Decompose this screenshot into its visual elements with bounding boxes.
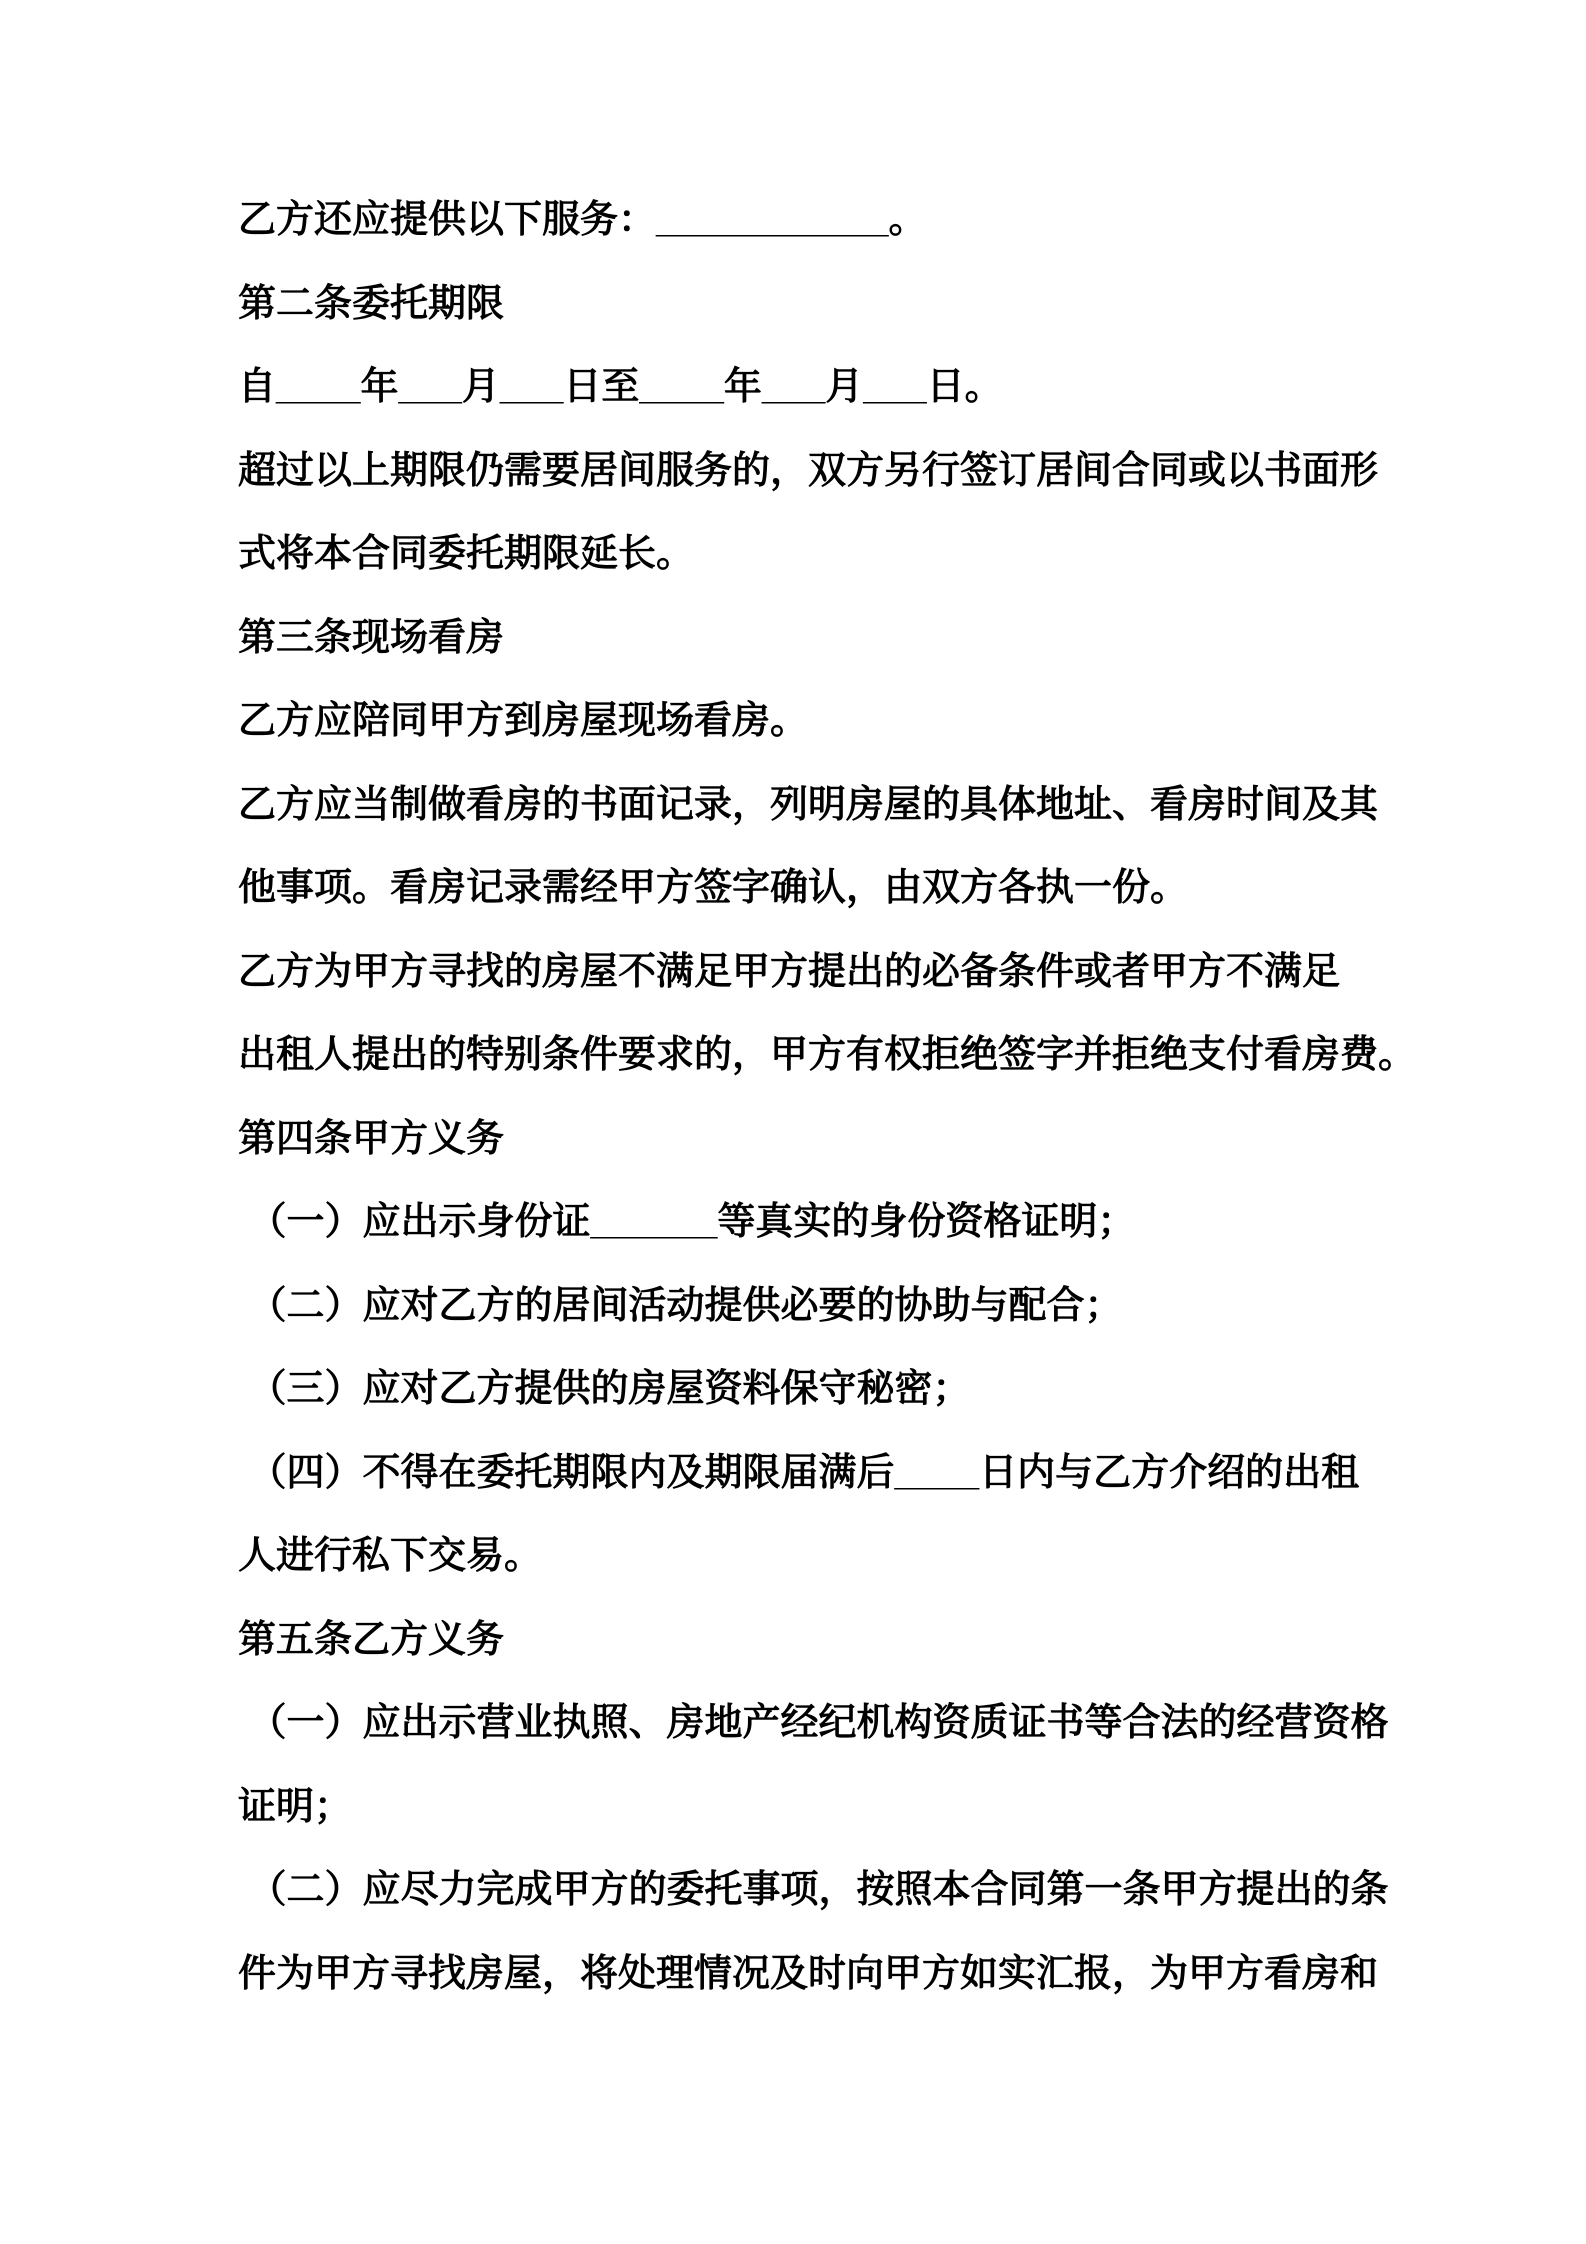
section-heading-article-2: 第二条委托期限 (238, 282, 505, 325)
section-heading-article-5: 第五条乙方义务 (238, 1618, 505, 1661)
list-item-party-b-duty-1a: （一）应出示营业执照、房地产经纪机构资质证书等合法的经营资格 (238, 1702, 1389, 1744)
section-heading-article-3: 第三条现场看房 (238, 616, 505, 659)
list-item-party-b-duty-1b: 证明； (238, 1785, 353, 1828)
paragraph-term-extension-1: 超过以上期限仍需要居间服务的，双方另行签订居间合同或以书面形 (238, 449, 1379, 492)
paragraph-term-dates: 自____年___月___日至____年___月___日。 (238, 366, 1003, 408)
paragraph-viewing-record-2: 他事项。看房记录需经甲方签字确认，由双方各执一份。 (238, 867, 1189, 909)
paragraph-term-extension-2: 式将本合同委托期限延长。 (238, 533, 695, 575)
paragraph-viewing-record-1: 乙方应当制做看房的书面记录，列明房屋的具体地址、看房时间及其 (238, 783, 1379, 826)
list-item-party-a-duty-4a: （四）不得在委托期限内及期限届满后____日内与乙方介绍的出租 (238, 1451, 1360, 1494)
list-item-party-a-duty-2: （二）应对乙方的居间活动提供必要的协助与配合； (238, 1284, 1123, 1327)
contract-body-text (238, 179, 1518, 2016)
paragraph-extra-services: 乙方还应提供以下服务：___________。 (238, 199, 927, 241)
list-item-party-a-duty-3: （三）应对乙方提供的房屋资料保守秘密； (238, 1368, 971, 1410)
list-item-party-b-duty-2a: （二）应尽力完成甲方的委托事项，按照本合同第一条甲方提出的条 (238, 1869, 1389, 1911)
paragraph-refusal-right-2: 出租人提出的特别条件要求的，甲方有权拒绝签字并拒绝支付看房费。 (238, 1034, 1417, 1076)
paragraph-refusal-right-1: 乙方为甲方寻找的房屋不满足甲方提出的必备条件或者甲方不满足 (238, 950, 1341, 993)
section-heading-article-4: 第四条甲方义务 (238, 1117, 505, 1160)
list-item-party-b-duty-2b: 件为甲方寻找房屋，将处理情况及时向甲方如实汇报，为甲方看房和 (238, 1952, 1379, 1995)
list-item-party-a-duty-4b: 人进行私下交易。 (238, 1535, 543, 1577)
paragraph-accompany-viewing: 乙方应陪同甲方到房屋现场看房。 (238, 700, 809, 742)
list-item-party-a-duty-1: （一）应出示身份证______等真实的身份资格证明； (238, 1201, 1136, 1243)
